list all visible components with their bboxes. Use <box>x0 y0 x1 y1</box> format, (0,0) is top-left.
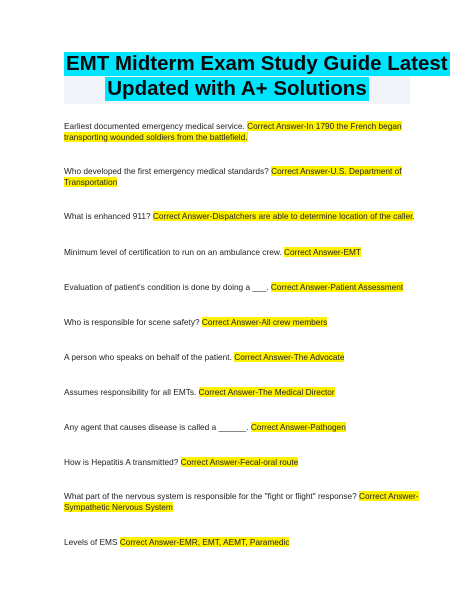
qa-item <box>64 352 422 363</box>
qa-item <box>64 247 422 258</box>
qa-item <box>64 537 422 548</box>
question-text: Who developed the first emergency medical standards? <box>64 166 272 176</box>
answer-text: Correct Answer-EMT <box>283 247 361 257</box>
answer-suffix: . <box>412 211 415 221</box>
qa-item <box>64 317 422 328</box>
answer-text: Correct Answer-Pathogen <box>250 422 346 432</box>
question-text: Evaluation of patient's condition is done by doing a ___. <box>64 282 271 292</box>
qa-item <box>64 121 422 143</box>
question-text: What part of the nervous system is responsible for the "fight or flight" response? <box>64 491 360 501</box>
qa-item <box>64 422 422 433</box>
question-text: Minimum level of certification to run on an ambulance crew. <box>64 247 284 257</box>
qa-item <box>64 282 422 293</box>
question-text: Any agent that causes disease is called a ______. <box>64 422 251 432</box>
answer-text: Correct Answer-Patient Assessment <box>270 282 404 292</box>
question-text: Who is responsible for scene safety? <box>64 317 202 327</box>
answer-text: Correct Answer-All crew members <box>201 317 328 327</box>
question-text: Levels of EMS <box>64 537 120 547</box>
title-line-2: Updated with A+ Solutions <box>107 77 367 100</box>
qa-item <box>64 211 422 222</box>
document-title <box>64 52 448 104</box>
question-text: What is enhanced 911? <box>64 211 153 221</box>
qa-item <box>64 491 422 513</box>
qa-item <box>64 166 422 188</box>
answer-text: Correct Answer-In 1790 the French began transporting wounded soldiers from the battlefield. <box>64 121 402 142</box>
answer-text: Correct Answer-Fecal-oral route <box>180 457 299 467</box>
qa-item <box>64 457 422 468</box>
answer-text: Correct Answer-EMR, EMT, AEMT, Paramedic <box>119 537 290 547</box>
question-text: Assumes responsibility for all EMTs. <box>64 387 199 397</box>
answer-text: Correct Answer-The Advocate <box>234 352 345 362</box>
question-text: How is Hepatitis A transmitted? <box>64 457 181 467</box>
answer-text: Correct Answer-Dispatchers are able to determine location of the caller <box>152 211 413 221</box>
answer-text: Correct Answer-Sympathetic Nervous System <box>64 491 419 512</box>
question-text: Earliest documented emergency medical service. <box>64 121 248 131</box>
answer-text: Correct Answer-The Medical Director <box>198 387 335 397</box>
qa-item <box>64 387 422 398</box>
question-text: A person who speaks on behalf of the patient. <box>64 352 235 362</box>
answer-text: Correct Answer-U.S. Department of Transportation <box>64 166 402 187</box>
title-line-1: EMT Midterm Exam Study Guide Latest <box>66 52 448 75</box>
